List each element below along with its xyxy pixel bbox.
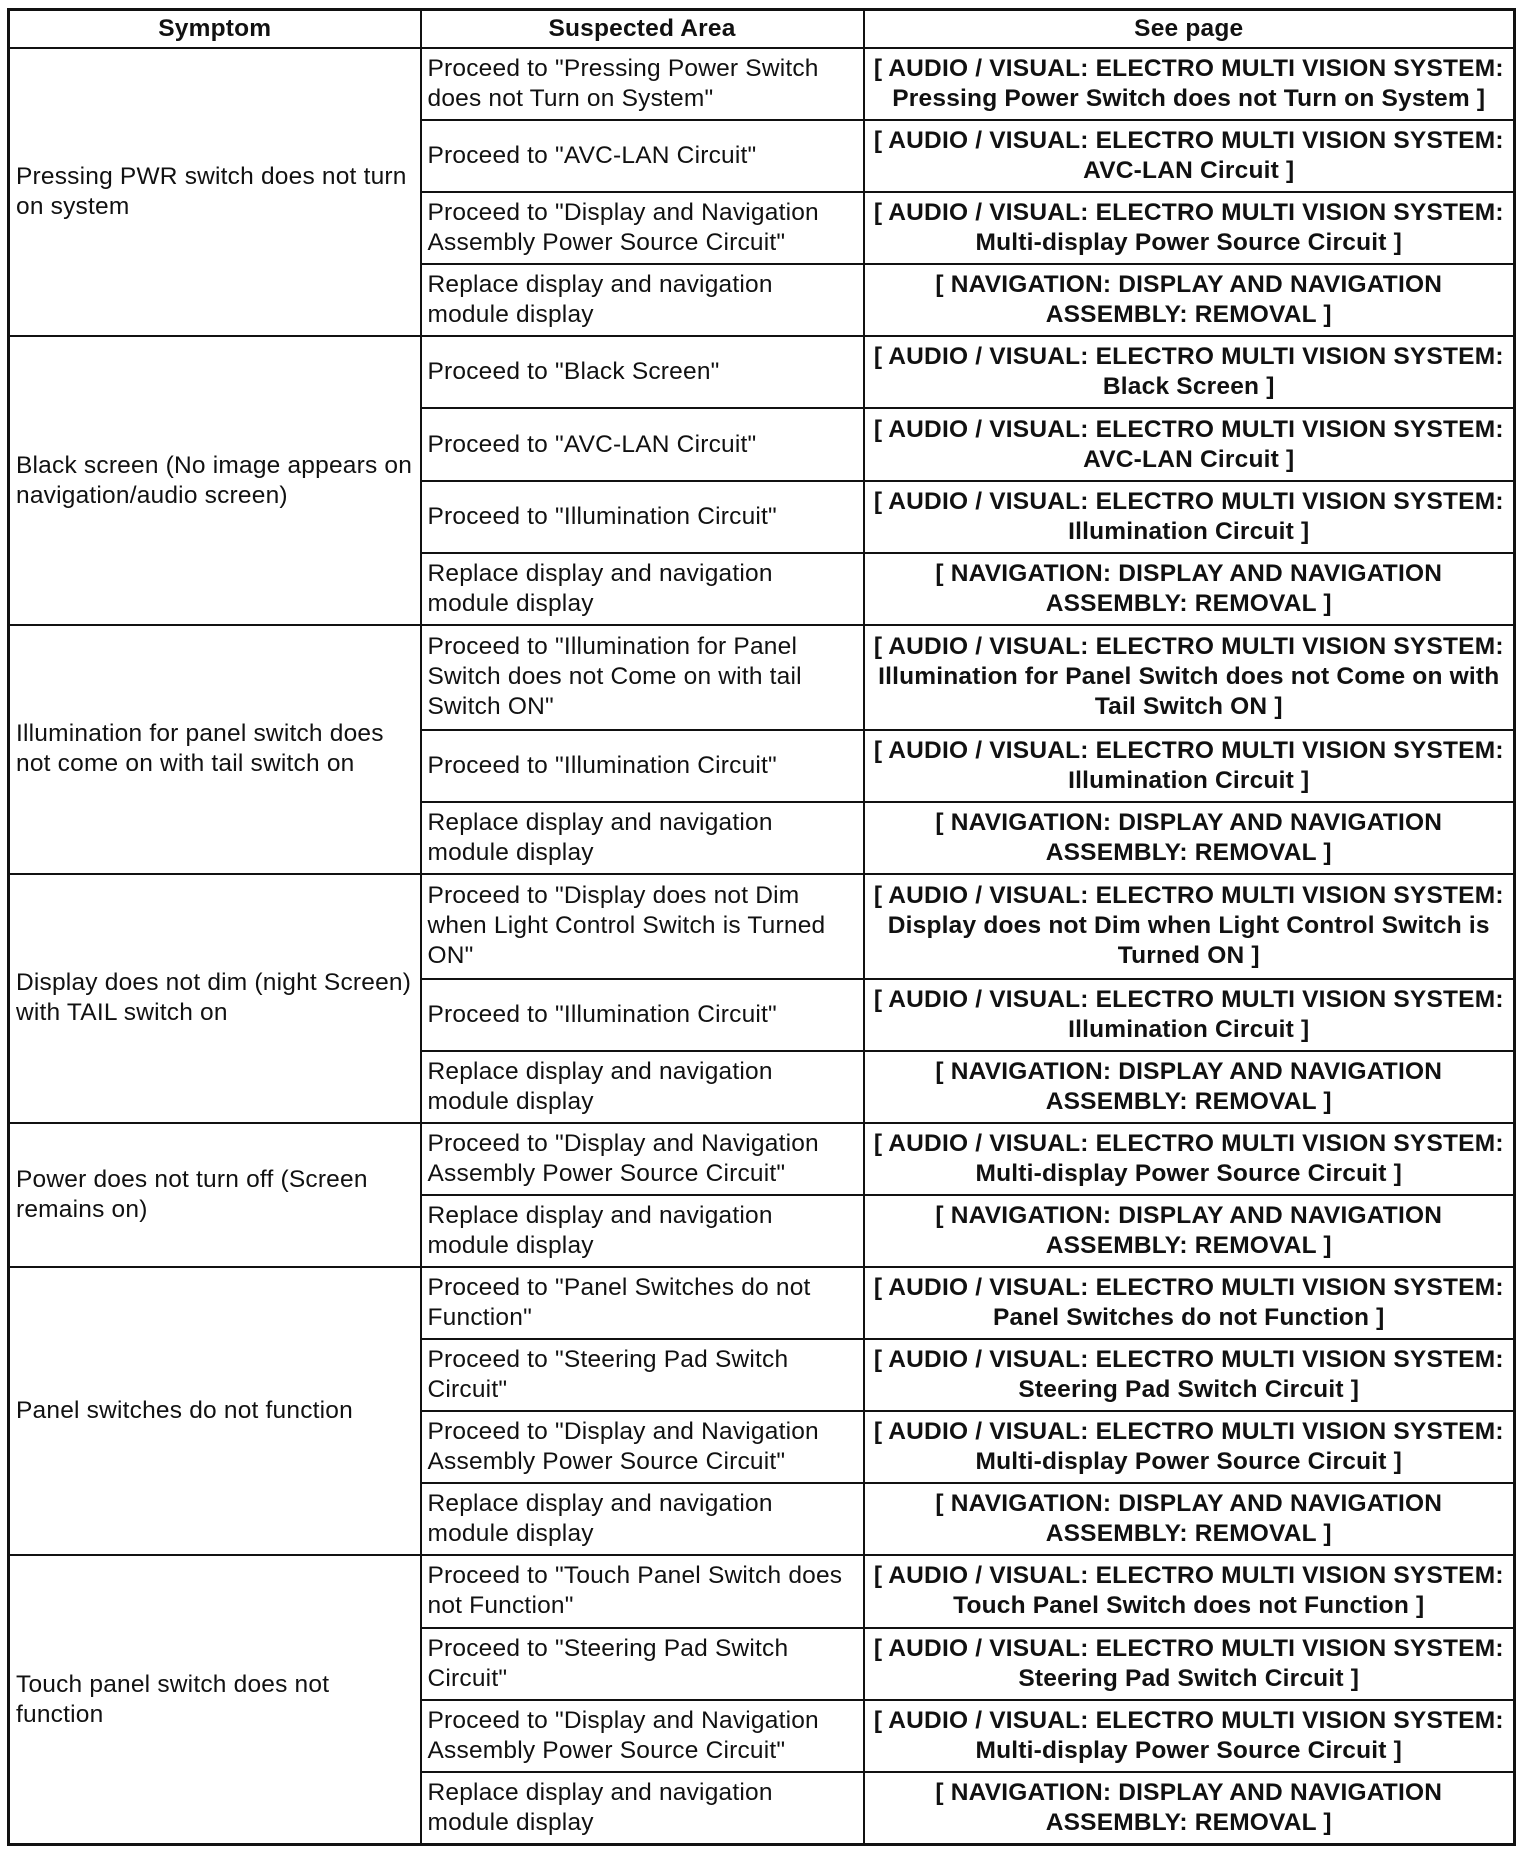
table-body: [9, 48, 1515, 1845]
see-page-reference-cell: [ AUDIO / VISUAL: ELECTRO MULTI VISION SYSTEM: Multi-display Power Source Circuit ]: [864, 1411, 1515, 1483]
see-page-reference-cell: [ NAVIGATION: DISPLAY AND NAVIGATION ASSEMBLY: REMOVAL ]: [864, 1051, 1515, 1123]
see-page-reference-cell: [ AUDIO / VISUAL: ELECTRO MULTI VISION SYSTEM: Illumination Circuit ]: [864, 481, 1515, 553]
suspected-area-cell: Proceed to "AVC-LAN Circuit": [421, 408, 864, 480]
suspected-area-cell: Proceed to "Black Screen": [421, 336, 864, 408]
see-page-reference-cell: [ NAVIGATION: DISPLAY AND NAVIGATION ASSEMBLY: REMOVAL ]: [864, 553, 1515, 625]
see-page-reference-cell: [ AUDIO / VISUAL: ELECTRO MULTI VISION SYSTEM: Steering Pad Switch Circuit ]: [864, 1628, 1515, 1700]
suspected-area-cell: Proceed to "Display and Navigation Assembly Power Source Circuit": [421, 1123, 864, 1195]
suspected-area-cell: Proceed to "Touch Panel Switch does not Function": [421, 1555, 864, 1627]
suspected-area-cell: Proceed to "Illumination Circuit": [421, 979, 864, 1051]
suspected-area-cell: Proceed to "Display does not Dim when Light Control Switch is Turned ON": [421, 874, 864, 979]
symptom-cell: Touch panel switch does not function: [9, 1555, 421, 1844]
suspected-area-cell: Proceed to "Illumination for Panel Switch does not Come on with tail Switch ON": [421, 625, 864, 730]
symptom-cell: Display does not dim (night Screen) with TAIL switch on: [9, 874, 421, 1123]
see-page-reference-cell: [ AUDIO / VISUAL: ELECTRO MULTI VISION SYSTEM: Panel Switches do not Function ]: [864, 1267, 1515, 1339]
troubleshooting-table: [7, 8, 1516, 1846]
table-row: [9, 1555, 1515, 1627]
suspected-area-cell: Replace display and navigation module display: [421, 1772, 864, 1845]
see-page-reference-cell: [ NAVIGATION: DISPLAY AND NAVIGATION ASSEMBLY: REMOVAL ]: [864, 1772, 1515, 1845]
symptom-cell: Pressing PWR switch does not turn on system: [9, 48, 421, 336]
suspected-area-cell: Proceed to "Panel Switches do not Function": [421, 1267, 864, 1339]
symptom-cell: Panel switches do not function: [9, 1267, 421, 1555]
see-page-reference-cell: [ AUDIO / VISUAL: ELECTRO MULTI VISION SYSTEM: Pressing Power Switch does not Turn on System ]: [864, 48, 1515, 120]
suspected-area-cell: Proceed to "Illumination Circuit": [421, 481, 864, 553]
table-row: [9, 625, 1515, 730]
see-page-reference-cell: [ AUDIO / VISUAL: ELECTRO MULTI VISION SYSTEM: Illumination Circuit ]: [864, 730, 1515, 802]
table-header: [9, 10, 1515, 49]
table-row: [9, 48, 1515, 120]
see-page-reference-cell: [ AUDIO / VISUAL: ELECTRO MULTI VISION SYSTEM: Multi-display Power Source Circuit ]: [864, 192, 1515, 264]
symptom-cell: Black screen (No image appears on navigation/audio screen): [9, 336, 421, 624]
suspected-area-cell: Proceed to "Illumination Circuit": [421, 730, 864, 802]
symptom-cell: Illumination for panel switch does not come on with tail switch on: [9, 625, 421, 874]
see-page-reference-cell: [ AUDIO / VISUAL: ELECTRO MULTI VISION SYSTEM: AVC-LAN Circuit ]: [864, 408, 1515, 480]
suspected-area-cell: Proceed to "Display and Navigation Assembly Power Source Circuit": [421, 1700, 864, 1772]
suspected-area-cell: Proceed to "Steering Pad Switch Circuit": [421, 1339, 864, 1411]
suspected-area-cell: Replace display and navigation module display: [421, 553, 864, 625]
suspected-area-cell: Proceed to "Pressing Power Switch does not Turn on System": [421, 48, 864, 120]
suspected-area-cell: Proceed to "Steering Pad Switch Circuit": [421, 1628, 864, 1700]
see-page-reference-cell: [ NAVIGATION: DISPLAY AND NAVIGATION ASSEMBLY: REMOVAL ]: [864, 802, 1515, 874]
table-row: [9, 1267, 1515, 1339]
see-page-reference-cell: [ AUDIO / VISUAL: ELECTRO MULTI VISION SYSTEM: Illumination for Panel Switch does not Come on with Tail Switch ON ]: [864, 625, 1515, 730]
table-row: [9, 1123, 1515, 1195]
see-page-reference-cell: [ NAVIGATION: DISPLAY AND NAVIGATION ASSEMBLY: REMOVAL ]: [864, 264, 1515, 336]
see-page-reference-cell: [ AUDIO / VISUAL: ELECTRO MULTI VISION SYSTEM: Black Screen ]: [864, 336, 1515, 408]
see-page-reference-cell: [ AUDIO / VISUAL: ELECTRO MULTI VISION SYSTEM: Multi-display Power Source Circuit ]: [864, 1700, 1515, 1772]
suspected-area-cell: Proceed to "Display and Navigation Assembly Power Source Circuit": [421, 1411, 864, 1483]
header-symptom: Symptom: [9, 10, 421, 49]
suspected-area-cell: Replace display and navigation module display: [421, 802, 864, 874]
header-row: [9, 10, 1515, 49]
suspected-area-cell: Proceed to "AVC-LAN Circuit": [421, 120, 864, 192]
suspected-area-cell: Replace display and navigation module display: [421, 1483, 864, 1555]
see-page-reference-cell: [ AUDIO / VISUAL: ELECTRO MULTI VISION SYSTEM: Touch Panel Switch does not Function ]: [864, 1555, 1515, 1627]
suspected-area-cell: Replace display and navigation module display: [421, 264, 864, 336]
see-page-reference-cell: [ AUDIO / VISUAL: ELECTRO MULTI VISION SYSTEM: Illumination Circuit ]: [864, 979, 1515, 1051]
header-suspected-area: Suspected Area: [421, 10, 864, 49]
header-see-page: See page: [864, 10, 1515, 49]
suspected-area-cell: Replace display and navigation module display: [421, 1051, 864, 1123]
see-page-reference-cell: [ AUDIO / VISUAL: ELECTRO MULTI VISION SYSTEM: Steering Pad Switch Circuit ]: [864, 1339, 1515, 1411]
see-page-reference-cell: [ AUDIO / VISUAL: ELECTRO MULTI VISION SYSTEM: AVC-LAN Circuit ]: [864, 120, 1515, 192]
symptom-cell: Power does not turn off (Screen remains on): [9, 1123, 421, 1267]
see-page-reference-cell: [ AUDIO / VISUAL: ELECTRO MULTI VISION SYSTEM: Display does not Dim when Light Control Switch is Turned ON ]: [864, 874, 1515, 979]
table-row: [9, 874, 1515, 979]
suspected-area-cell: Proceed to "Display and Navigation Assembly Power Source Circuit": [421, 192, 864, 264]
see-page-reference-cell: [ NAVIGATION: DISPLAY AND NAVIGATION ASSEMBLY: REMOVAL ]: [864, 1195, 1515, 1267]
see-page-reference-cell: [ AUDIO / VISUAL: ELECTRO MULTI VISION SYSTEM: Multi-display Power Source Circuit ]: [864, 1123, 1515, 1195]
table-row: [9, 336, 1515, 408]
suspected-area-cell: Replace display and navigation module display: [421, 1195, 864, 1267]
see-page-reference-cell: [ NAVIGATION: DISPLAY AND NAVIGATION ASSEMBLY: REMOVAL ]: [864, 1483, 1515, 1555]
